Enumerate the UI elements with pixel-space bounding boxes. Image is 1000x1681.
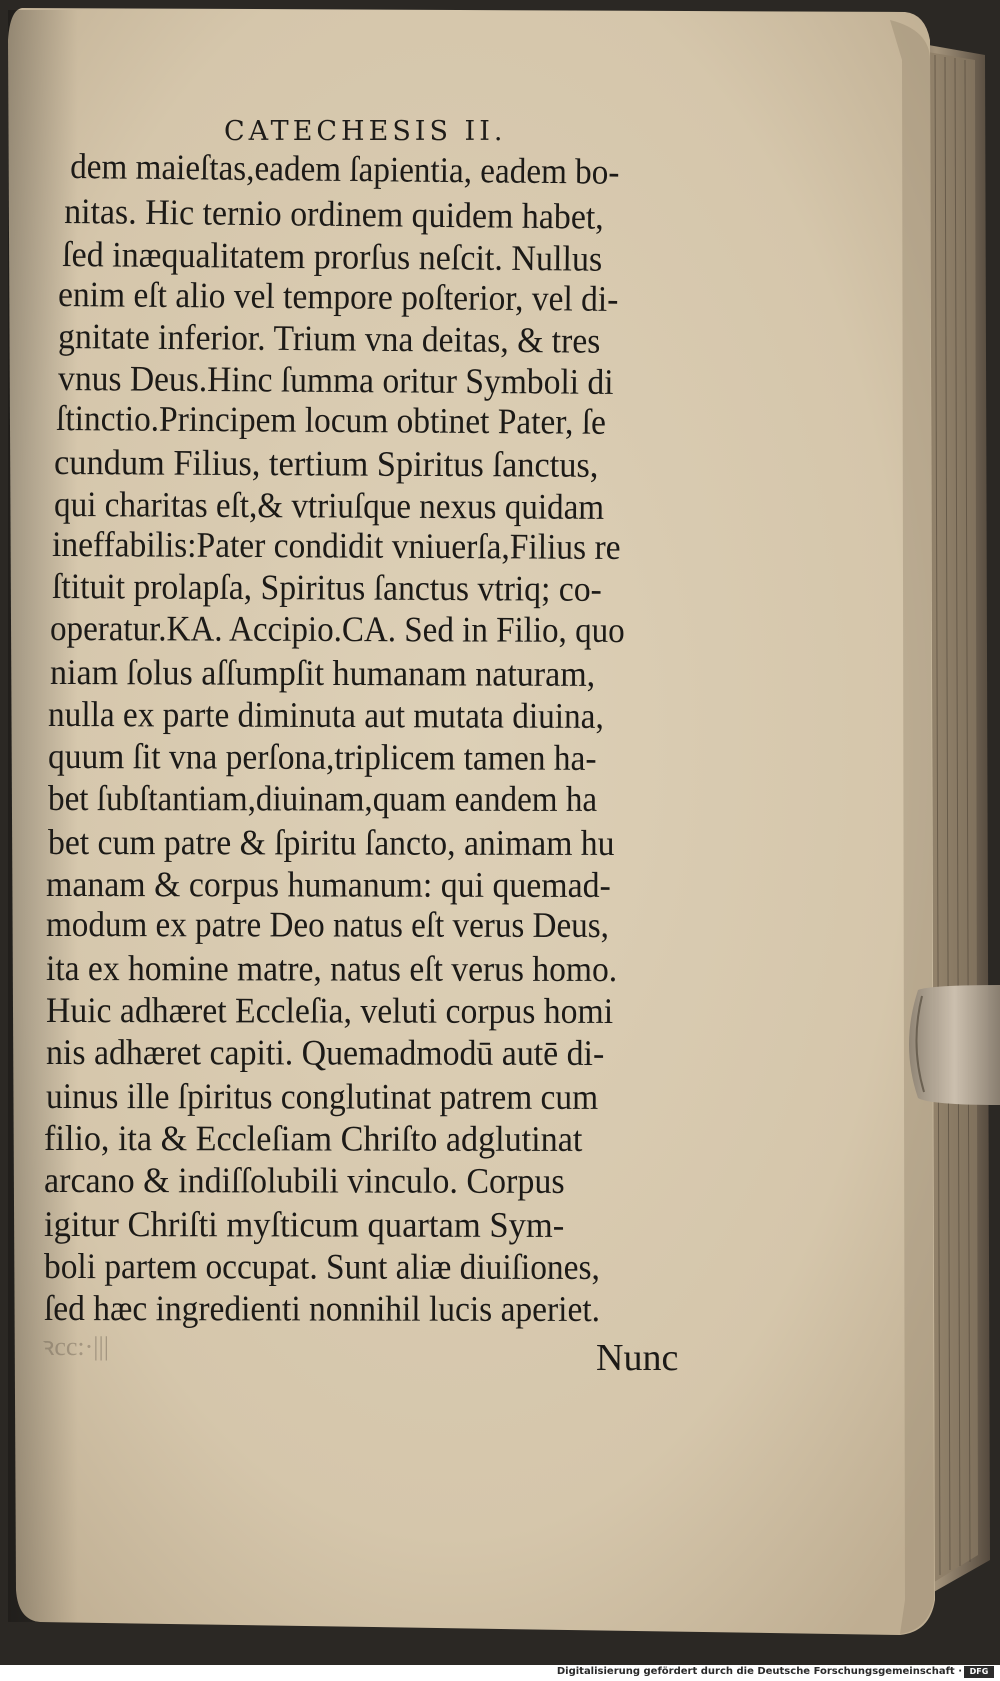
text-line: arcano & indiſſolubili vinculo. Corpus (43, 1160, 565, 1201)
running-head: CATECHESIS II. (224, 116, 507, 147)
text-line: nulla ex parte diminuta aut mutata diuina, (47, 694, 604, 736)
text-line: dem maieſtas,eadem ſapientia, eadem bo- (69, 146, 620, 192)
text-line: modum ex patre Deo natus eſt verus Deus, (45, 904, 609, 945)
text-line: vnus Deus.Hinc ſumma oritur Symboli di (57, 358, 614, 402)
text-line: nis adhæret capiti. Quemadmodū autē di- (45, 1032, 605, 1073)
text-line: gnitate inferior. Trium vna deitas, & tres (57, 316, 601, 361)
text-line: quum ſit vna perſona,triplicem tamen ha- (47, 736, 597, 778)
text-line: filio, ita & Eccleſiam Chriſto adglutinat (43, 1118, 583, 1159)
text-line: qui charitas eſt,& vtriuſque nexus quidam (53, 484, 605, 527)
text-line: ineffabilis:Pater condidit vniuerſa,Filius re (51, 524, 621, 567)
dfg-logo: DFG (964, 1666, 994, 1678)
text-line: niam ſolus aſſumpſit humanam naturam, (49, 652, 596, 694)
footer-credit: Digitalisierung gefördert durch die Deutsche Forschungsgemeinschaft · (556, 1666, 962, 1677)
text-line: cundum Filius, tertium Spiritus ſanctus, (53, 442, 599, 485)
text-line: Huic adhæret Eccleſia, veluti corpus homi (45, 990, 614, 1031)
catchword: Nunc (596, 1337, 679, 1379)
text-line: boli partem occupat. Sunt aliæ diuiſiones, (43, 1246, 600, 1287)
text-line: operatur.KA. Accipio.CA. Sed in Filio, quo (49, 608, 625, 651)
text-line: ita ex homine matre, natus eſt verus homo. (45, 948, 618, 989)
text-line: uinus ille ſpiritus conglutinat patrem cum (45, 1076, 599, 1117)
offset-mark: ꝛcc:·||| (42, 1332, 109, 1361)
text-line: igitur Chriſti myſticum quartam Sym- (43, 1204, 565, 1245)
text-line: bet cum patre & ſpiritu ſancto, animam hu (47, 822, 615, 863)
text-line: ſtinctio.Principem locum obtinet Pater, ſe (55, 398, 607, 442)
text-line: nitas. Hic ternio ordinem quidem habet, (63, 191, 605, 237)
text-line: bet ſubſtantiam,diuinam,quam eandem ha (47, 778, 598, 819)
text-line: ſed hæc ingredienti nonnihil lucis aperiet. (43, 1288, 601, 1329)
text-line: ſtituit prolapſa, Spiritus ſanctus vtriq; co- (51, 566, 602, 609)
text-line: enim eſt alio vel tempore poſterior, vel di- (57, 274, 619, 319)
text-line: ſed inæqualitatem prorſus neſcit. Nullus (61, 234, 603, 279)
text-line: manam & corpus humanum: qui quemad- (45, 864, 611, 905)
